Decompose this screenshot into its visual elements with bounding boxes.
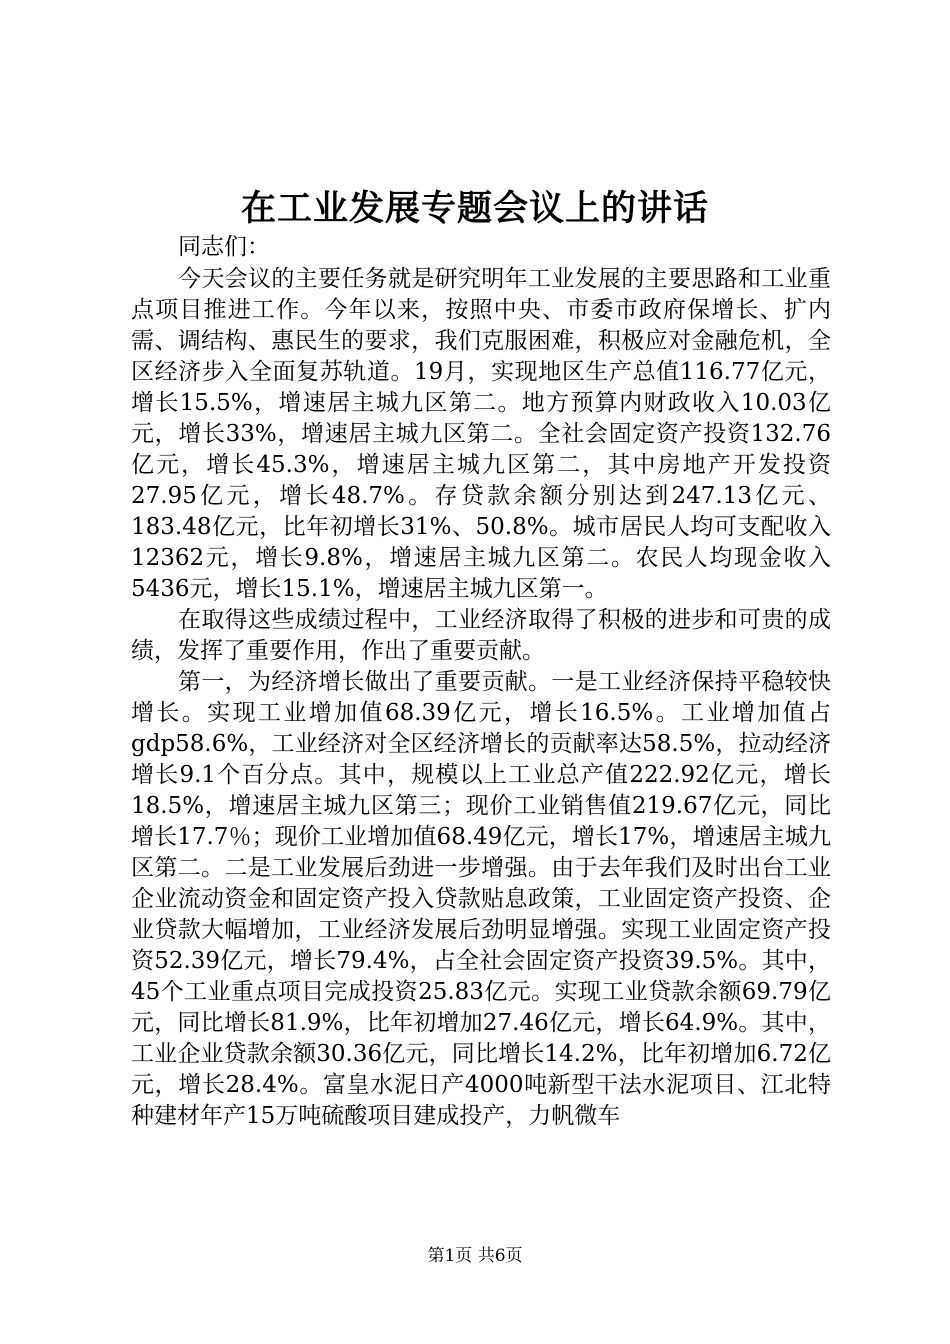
salutation: 同志们： (178, 234, 270, 260)
document-title: 在工业发展专题会议上的讲话 (240, 188, 709, 229)
paragraph-intro: 今天会议的主要任务就是研究明年工业发展的主要思路和工业重点项目推进工作。今年以来，按照中央、市委市政府保增长、扩内需、调结构、惠民生的要求，我们克服困难，积极应对金融危机，全区经济步入全面复苏轨道。19月，实现地区生产总值116.77亿元，增长15.5%，增速居主城九区第二。地方预算内财政收入10.03亿元，增长33%，增速居主城九区第二。全社会固定资产投资132.76亿元，增长45.3%，增速居主城九区第二，其中房地产开发投资27.95亿元，增长48.7%。存贷款余额分别达到247.13亿元、183.48亿元，比年初增长31%、50.8%。城市居民人均可支配收入12362元，增长9.8%，增速居主城九区第二。农民人均现金收入5436元，增长15.1%，增速居主城九区第一。 (131, 266, 831, 602)
page-number-footer: 第1页 共6页 (427, 1246, 523, 1266)
document-body (131, 232, 831, 1132)
paragraph-first-point: 第一，为经济增长做出了重要贡献。一是工业经济保持平稳较快增长。实现工业增加值68.39亿元，增长16.5%。工业增加值占gdp58.6%，工业经济对全区经济增长的贡献率达58.5%，拉动经济增长9.1个百分点。其中，规模以上工业总产值222.92亿元，增长18.5%，增速居主城九区第三；现价工业销售值219.67亿元，同比增长17.7％；现价工业增加值68.49亿元，增长17%，增速居主城九区第二。二是工业发展后劲进一步增强。由于去年我们及时出台工业企业流动资金和固定资产投入贷款贴息政策，工业固定资产投资、企业贷款大幅增加，工业经济发展后劲明显增强。实现工业固定资产投资52.39亿元，增长79.4%，占全社会固定资产投资39.5%。其中，45个工业重点项目完成投资25.83亿元。实现工业贷款余额69.79亿元，同比增长81.9%，比年初增加27.46亿元，增长64.9%。其中，工业企业贷款余额30.36亿元，同比增长14.2%，比年初增加6.72亿元，增长28.4%。富皇水泥日产4000吨新型干法水泥项目、江北特种建材年产15万吨硫酸项目建成投产，力帆微车 (131, 669, 831, 1129)
paragraph-achievements: 在取得这些成绩过程中，工业经济取得了积极的进步和可贵的成绩，发挥了重要作用，作出了重要贡献。 (131, 607, 831, 664)
